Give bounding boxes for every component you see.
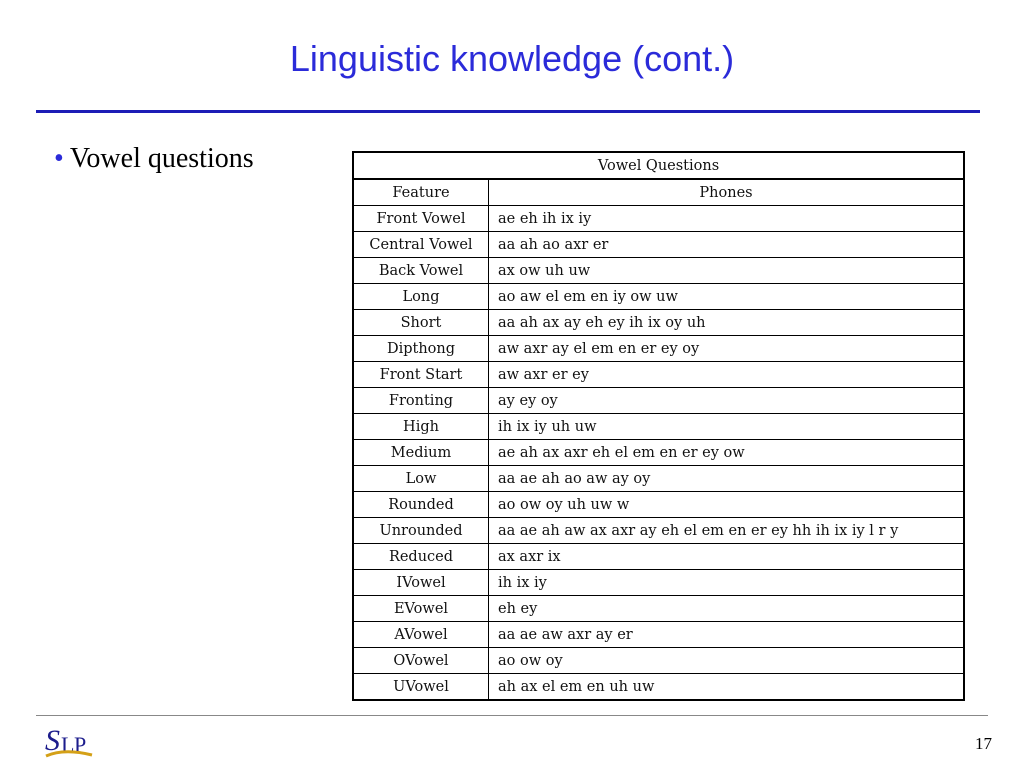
phones-cell: ih ix iy xyxy=(489,570,965,596)
phones-cell: ao aw el em en iy ow uw xyxy=(489,284,965,310)
feature-cell: IVowel xyxy=(353,570,489,596)
column-header-phones: Phones xyxy=(489,179,965,206)
feature-cell: UVowel xyxy=(353,674,489,701)
phones-cell: ao ow oy xyxy=(489,648,965,674)
table-row xyxy=(353,544,964,570)
table-row xyxy=(353,258,964,284)
table-row xyxy=(353,388,964,414)
phones-cell: eh ey xyxy=(489,596,965,622)
feature-cell: Low xyxy=(353,466,489,492)
feature-cell: OVowel xyxy=(353,648,489,674)
phones-cell: ih ix iy uh uw xyxy=(489,414,965,440)
slp-logo-icon xyxy=(44,722,96,762)
phones-cell: ae eh ih ix iy xyxy=(489,206,965,232)
table-row xyxy=(353,206,964,232)
phones-cell: ah ax el em en uh uw xyxy=(489,674,965,701)
svg-text:S: S xyxy=(45,724,60,757)
table-row xyxy=(353,674,964,701)
table-row xyxy=(353,336,964,362)
phones-cell: ay ey oy xyxy=(489,388,965,414)
phones-cell: aw axr ay el em en er ey oy xyxy=(489,336,965,362)
table-row xyxy=(353,492,964,518)
phones-cell: ax axr ix xyxy=(489,544,965,570)
table-row xyxy=(353,232,964,258)
feature-cell: Fronting xyxy=(353,388,489,414)
phones-cell: aa ah ao axr er xyxy=(489,232,965,258)
feature-cell: Back Vowel xyxy=(353,258,489,284)
table-row xyxy=(353,596,964,622)
table-row xyxy=(353,466,964,492)
column-header-feature: Feature xyxy=(353,179,489,206)
vowel-questions-table xyxy=(352,151,965,701)
slide-title: Linguistic knowledge (cont.) xyxy=(289,38,735,79)
table-row xyxy=(353,518,964,544)
phones-cell: aa ae ah aw ax axr ay eh el em en er ey hh ih ix iy l r y xyxy=(489,518,965,544)
feature-cell: High xyxy=(353,414,489,440)
feature-cell: Reduced xyxy=(353,544,489,570)
feature-cell: Front Vowel xyxy=(353,206,489,232)
table-row xyxy=(353,284,964,310)
bullet-text: Vowel questions xyxy=(69,143,254,174)
phones-cell: aa ae ah ao aw ay oy xyxy=(489,466,965,492)
table-row xyxy=(353,622,964,648)
table-body xyxy=(353,206,964,701)
table-row xyxy=(353,440,964,466)
feature-cell: Dipthong xyxy=(353,336,489,362)
feature-cell: Short xyxy=(353,310,489,336)
footer-divider xyxy=(36,715,988,716)
svg-text:P: P xyxy=(74,732,87,757)
table-caption: Vowel Questions xyxy=(353,152,964,179)
feature-cell: Long xyxy=(353,284,489,310)
bullet-dot-icon: • xyxy=(54,143,64,174)
feature-cell: Medium xyxy=(353,440,489,466)
phones-cell: ae ah ax axr eh el em en er ey ow xyxy=(489,440,965,466)
title-divider xyxy=(36,110,980,113)
feature-cell: Front Start xyxy=(353,362,489,388)
feature-cell: Central Vowel xyxy=(353,232,489,258)
table-row xyxy=(353,648,964,674)
table-row xyxy=(353,362,964,388)
phones-cell: ao ow oy uh uw w xyxy=(489,492,965,518)
table-row xyxy=(353,310,964,336)
bullet-item xyxy=(54,143,254,175)
phones-cell: ax ow uh uw xyxy=(489,258,965,284)
page-number: 17 xyxy=(975,734,992,753)
feature-cell: AVowel xyxy=(353,622,489,648)
svg-text:L: L xyxy=(61,732,75,757)
feature-cell: EVowel xyxy=(353,596,489,622)
phones-cell: aw axr er ey xyxy=(489,362,965,388)
feature-cell: Rounded xyxy=(353,492,489,518)
table-row xyxy=(353,414,964,440)
phones-cell: aa ae aw axr ay er xyxy=(489,622,965,648)
phones-cell: aa ah ax ay eh ey ih ix oy uh xyxy=(489,310,965,336)
table-row xyxy=(353,570,964,596)
feature-cell: Unrounded xyxy=(353,518,489,544)
